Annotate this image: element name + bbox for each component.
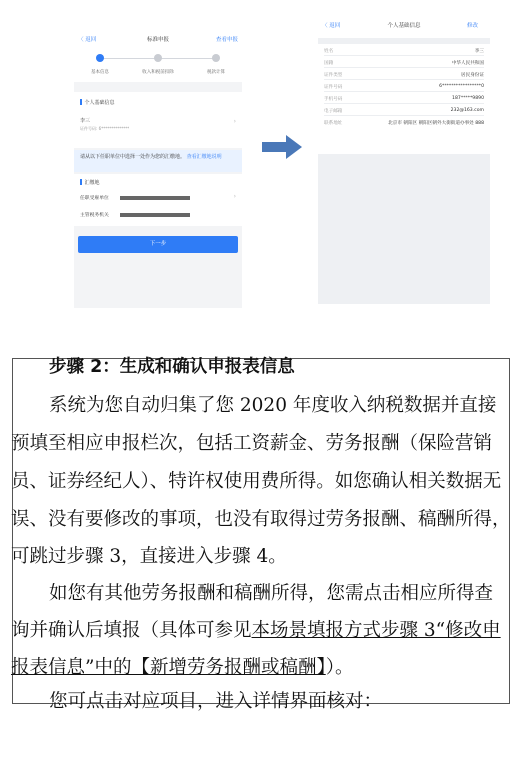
step-title: 步骤 2：生成和确认申报表信息 (49, 357, 295, 377)
step-label-3: 税款计算 (207, 70, 225, 75)
remit-notice: 请从以下任职单位中选择一处作为您的汇缴地。 查看汇缴地说明 (74, 150, 242, 172)
step-label-2: 收入和税前扣除 (142, 70, 174, 75)
back-link[interactable]: 〈 返回 (78, 37, 97, 43)
reference-link[interactable]: 报表信息”中的【新增劳务报酬或稿酬】 (11, 657, 326, 678)
step-dot-2 (154, 54, 162, 62)
step-dot-3 (212, 54, 220, 62)
chevron-right-icon: › (233, 193, 236, 200)
redacted-bar (120, 196, 190, 200)
right-nav-bar (318, 12, 490, 38)
employer-row[interactable]: 任职受雇单位 › (80, 193, 236, 201)
personal-section-title: 个人基础信息 (80, 99, 115, 106)
personal-info-list (318, 44, 490, 154)
instruction-box (11, 357, 511, 712)
reference-link[interactable]: 本场景填报方式步骤 3“修改申 (251, 620, 501, 641)
remit-card (74, 174, 242, 226)
tax-office-row[interactable]: 主管税务机关 (80, 211, 236, 223)
paragraph-line: 系统为您自动归集了您 2020 年度收入纳税数据并直接 (49, 395, 497, 416)
step-label-1: 基本信息 (91, 70, 109, 75)
paragraph-line: 误、没有要修改的事项，也没有取得过劳务报酬、稿酬所得， (11, 509, 511, 530)
personal-info-card[interactable] (74, 92, 242, 148)
remit-help-link[interactable]: 查看汇缴地说明 (186, 154, 222, 160)
info-row-nationality: 国籍 中华人民共和国 (324, 58, 484, 68)
arrow-right-icon (262, 135, 302, 159)
info-row-name: 姓名 李三 (324, 46, 484, 56)
paragraph-line: 询并确认后填报（具体可参见本场景填报方式步骤 3“修改申 (11, 620, 501, 641)
nav-title: 个人基础信息 (387, 23, 421, 29)
paragraph-line: 可跳过步骤 3，直接进入步骤 4。 (11, 546, 287, 567)
next-step-button[interactable]: 下一步 (78, 236, 238, 253)
remit-section-title: 汇缴地 (80, 179, 100, 186)
info-row-id-number: 证件号码 6*****************0 (324, 84, 484, 90)
paragraph-line: 员、证券经纪人）、特许权使用费所得。如您确认相关数据无 (11, 471, 502, 492)
info-row-address: 联系地址 北京市 朝阳区 朝阳区朝外大街街道办事处 888 (324, 121, 484, 126)
step-indicator (74, 48, 242, 82)
info-row-id-type: 证件类型 居民身份证 (324, 70, 484, 80)
nav-title: 标准申报 (146, 37, 169, 43)
info-row-email: 电子邮箱 232@163.com (324, 108, 484, 114)
view-declaration-link[interactable]: 查看申报 (215, 37, 238, 43)
left-nav-bar (74, 28, 242, 48)
paragraph-line: 报表信息”中的【新增劳务报酬或稿酬】）。 (11, 657, 354, 678)
person-id: 证件号码: 6************** (80, 126, 130, 131)
redacted-bar (120, 213, 190, 217)
chevron-right-icon: › (233, 118, 236, 125)
right-phone-screenshot (318, 12, 490, 304)
info-row-phone: 手机号码 187*****9890 (324, 96, 484, 102)
edit-link[interactable]: 修改 (466, 23, 478, 29)
step-dot-1 (96, 54, 104, 62)
paragraph-line: 您可点击对应项目，进入详情界面核对： (49, 691, 383, 712)
paragraph-line: 预填至相应申报栏次，包括工资薪金、劳务报酬（保险营销 (11, 433, 493, 454)
person-name: 李三 (80, 118, 91, 124)
left-phone-screenshot (74, 28, 242, 308)
back-link[interactable]: 〈 返回 (322, 23, 341, 29)
paragraph-line: 如您有其他劳务报酬和稿酬所得，您需点击相应所得查 (49, 583, 494, 604)
